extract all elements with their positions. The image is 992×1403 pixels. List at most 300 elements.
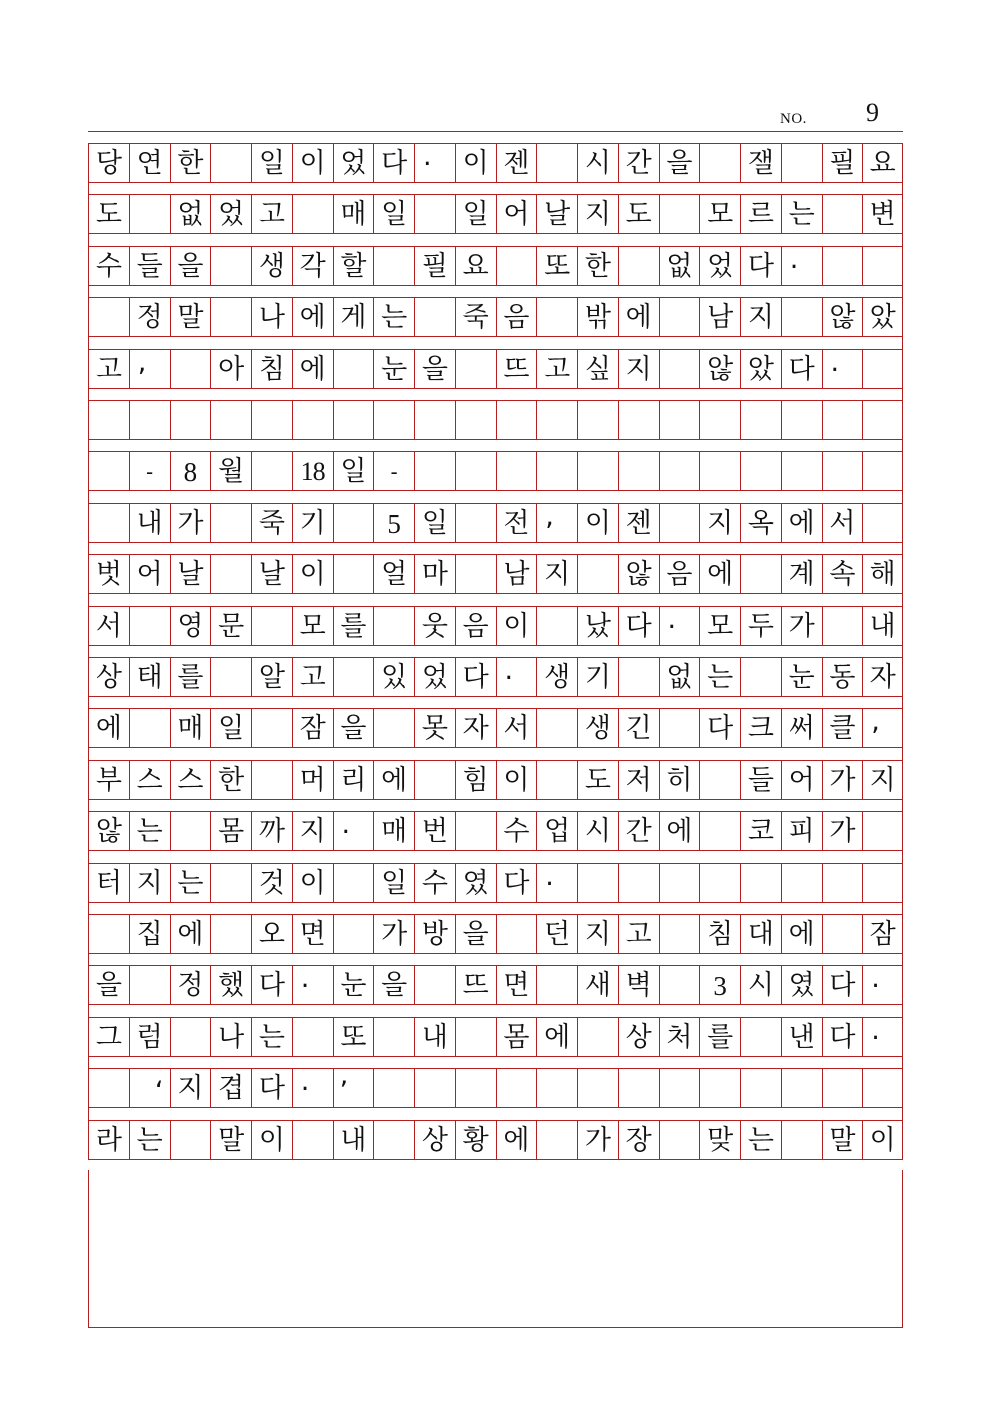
manuscript-cell: 지 <box>577 195 618 233</box>
manuscript-cell: 내 <box>414 1018 455 1056</box>
manuscript-cell: 문 <box>210 607 251 645</box>
manuscript-cell: 없 <box>170 195 211 233</box>
manuscript-cell: 가 <box>170 504 211 542</box>
manuscript-cell: 었 <box>210 195 251 233</box>
manuscript-cell: 지 <box>170 1069 211 1107</box>
manuscript-cell: 는 <box>129 1121 170 1159</box>
manuscript-cell: 속 <box>822 555 863 593</box>
manuscript-cell: 이 <box>455 144 496 182</box>
manuscript-cell <box>414 966 455 1004</box>
manuscript-cell: 않 <box>618 555 659 593</box>
manuscript-cell: 상 <box>88 658 129 696</box>
manuscript-cell: 음 <box>455 607 496 645</box>
manuscript-cell <box>251 607 292 645</box>
manuscript-cell: 벽 <box>618 966 659 1004</box>
manuscript-cell: 매 <box>170 709 211 747</box>
manuscript-cell: 남 <box>496 555 537 593</box>
manuscript-cell: 또 <box>333 1018 374 1056</box>
manuscript-cell: . <box>292 1069 333 1107</box>
manuscript-cell: 없 <box>659 658 700 696</box>
manuscript-cell: 각 <box>292 247 333 285</box>
manuscript-cell: 었 <box>414 658 455 696</box>
manuscript-cell <box>414 452 455 490</box>
row-spacer <box>88 1108 903 1119</box>
manuscript-cell: 는 <box>170 864 211 902</box>
manuscript-cell: 가 <box>822 761 863 799</box>
manuscript-cell <box>699 864 740 902</box>
manuscript-cell <box>781 864 822 902</box>
manuscript-cell <box>536 401 577 439</box>
manuscript-cell <box>659 452 700 490</box>
manuscript-cell: 필 <box>414 247 455 285</box>
manuscript-cell: 르 <box>740 195 781 233</box>
manuscript-cell: 모 <box>292 607 333 645</box>
manuscript-row <box>88 297 903 337</box>
manuscript-cell: 이 <box>862 1121 903 1159</box>
manuscript-cell: 새 <box>577 966 618 1004</box>
manuscript-cell: 기 <box>577 658 618 696</box>
manuscript-cell: 이 <box>496 607 537 645</box>
manuscript-cell: 힘 <box>455 761 496 799</box>
manuscript-cell: 요 <box>455 247 496 285</box>
manuscript-cell: 이 <box>577 504 618 542</box>
manuscript-cell: 에 <box>373 761 414 799</box>
manuscript-cell <box>659 915 700 953</box>
manuscript-cell: 에 <box>659 812 700 850</box>
manuscript-cell: 다 <box>781 350 822 388</box>
manuscript-cell: . <box>496 658 537 696</box>
manuscript-cell: 남 <box>699 298 740 336</box>
manuscript-cell: 스 <box>129 761 170 799</box>
manuscript-cell: 긴 <box>618 709 659 747</box>
manuscript-cell: 밖 <box>577 298 618 336</box>
manuscript-cell: 생 <box>251 247 292 285</box>
manuscript-cell: 매 <box>333 195 374 233</box>
manuscript-cell <box>88 915 129 953</box>
manuscript-cell: 뜨 <box>496 350 537 388</box>
manuscript-cell: 고 <box>618 915 659 953</box>
manuscript-cell <box>577 401 618 439</box>
manuscript-cell: 에 <box>699 555 740 593</box>
row-spacer <box>88 234 903 245</box>
manuscript-cell: 기 <box>292 504 333 542</box>
manuscript-row <box>88 451 903 491</box>
manuscript-cell: 그 <box>88 1018 129 1056</box>
manuscript-cell: 크 <box>740 709 781 747</box>
manuscript-cell <box>577 555 618 593</box>
manuscript-cell: 또 <box>536 247 577 285</box>
row-spacer <box>88 491 903 502</box>
manuscript-cell: 나 <box>251 298 292 336</box>
manuscript-cell: 를 <box>333 607 374 645</box>
manuscript-cell: 이 <box>292 144 333 182</box>
manuscript-cell <box>577 1018 618 1056</box>
manuscript-cell <box>740 658 781 696</box>
manuscript-cell: 수 <box>88 247 129 285</box>
manuscript-row <box>88 914 903 954</box>
manuscript-cell: 몸 <box>210 812 251 850</box>
manuscript-cell: 자 <box>455 709 496 747</box>
manuscript-cell <box>618 1069 659 1107</box>
manuscript-cell <box>822 195 863 233</box>
manuscript-cell: 계 <box>781 555 822 593</box>
manuscript-cell <box>659 1069 700 1107</box>
manuscript-cell: 연 <box>129 144 170 182</box>
manuscript-cell <box>822 864 863 902</box>
manuscript-cell <box>129 401 170 439</box>
manuscript-cell <box>251 452 292 490</box>
manuscript-cell <box>822 247 863 285</box>
manuscript-cell <box>129 966 170 1004</box>
manuscript-cell: 에 <box>292 298 333 336</box>
manuscript-cell: 뜨 <box>455 966 496 1004</box>
row-spacer <box>88 697 903 708</box>
manuscript-cell: 면 <box>496 966 537 1004</box>
manuscript-cell: 이 <box>292 555 333 593</box>
manuscript-cell: 을 <box>88 966 129 1004</box>
manuscript-cell <box>659 298 700 336</box>
manuscript-row <box>88 346 903 389</box>
manuscript-row <box>88 194 903 234</box>
manuscript-cell: 지 <box>699 504 740 542</box>
manuscript-cell: 정 <box>129 298 170 336</box>
manuscript-cell: 말 <box>170 298 211 336</box>
manuscript-cell <box>373 709 414 747</box>
manuscript-cell: 지 <box>577 915 618 953</box>
manuscript-cell: , <box>862 709 903 747</box>
manuscript-cell: 얼 <box>373 555 414 593</box>
manuscript-row <box>88 243 903 286</box>
manuscript-cell <box>414 195 455 233</box>
manuscript-cell: 간 <box>618 812 659 850</box>
manuscript-cell <box>618 864 659 902</box>
manuscript-cell <box>455 504 496 542</box>
manuscript-row <box>88 554 903 594</box>
manuscript-cell: 눈 <box>781 658 822 696</box>
manuscript-cell <box>781 1069 822 1107</box>
manuscript-cell <box>822 401 863 439</box>
manuscript-cell: 에 <box>781 915 822 953</box>
manuscript-cell <box>740 1069 781 1107</box>
manuscript-cell: 음 <box>659 555 700 593</box>
manuscript-cell <box>333 401 374 439</box>
manuscript-cell: 다 <box>699 709 740 747</box>
manuscript-cell <box>455 350 496 388</box>
manuscript-cell: 매 <box>373 812 414 850</box>
manuscript-cell: , <box>129 350 170 388</box>
manuscript-cell: 말 <box>210 1121 251 1159</box>
manuscript-cell <box>251 401 292 439</box>
manuscript-cell: . <box>414 144 455 182</box>
manuscript-cell: 수 <box>414 864 455 902</box>
manuscript-cell: 을 <box>373 966 414 1004</box>
manuscript-cell: 날 <box>536 195 577 233</box>
manuscript-cell: 이 <box>496 761 537 799</box>
manuscript-cell: 시 <box>577 144 618 182</box>
manuscript-cell <box>88 1069 129 1107</box>
manuscript-cell: 들 <box>740 761 781 799</box>
manuscript-cell <box>659 401 700 439</box>
manuscript-cell <box>129 709 170 747</box>
manuscript-cell: 요 <box>862 144 903 182</box>
manuscript-cell: 것 <box>251 864 292 902</box>
manuscript-cell: 이 <box>292 864 333 902</box>
manuscript-cell <box>618 247 659 285</box>
manuscript-cell <box>659 350 700 388</box>
manuscript-cell: 었 <box>699 247 740 285</box>
manuscript-cell: 였 <box>455 864 496 902</box>
manuscript-cell <box>781 401 822 439</box>
manuscript-cell: 고 <box>292 658 333 696</box>
manuscript-cell: 났 <box>577 607 618 645</box>
manuscript-cell: 피 <box>781 812 822 850</box>
manuscript-cell: 생 <box>536 658 577 696</box>
manuscript-cell <box>333 864 374 902</box>
manuscript-cell <box>781 144 822 182</box>
manuscript-cell: - <box>129 452 170 490</box>
manuscript-cell <box>455 452 496 490</box>
manuscript-cell: 를 <box>699 1018 740 1056</box>
manuscript-cell: 머 <box>292 761 333 799</box>
manuscript-cell <box>862 504 903 542</box>
manuscript-cell: 젠 <box>618 504 659 542</box>
manuscript-cell: 당 <box>88 144 129 182</box>
page-number: 9 <box>866 98 879 127</box>
manuscript-cell <box>862 350 903 388</box>
manuscript-cell: 없 <box>659 247 700 285</box>
manuscript-cell: 았 <box>740 350 781 388</box>
manuscript-cell: 클 <box>822 709 863 747</box>
manuscript-cell <box>210 864 251 902</box>
manuscript-cell: 에 <box>88 709 129 747</box>
manuscript-cell: 8 <box>170 452 211 490</box>
manuscript-cell: ’ <box>333 1069 374 1107</box>
manuscript-cell <box>740 864 781 902</box>
manuscript-cell: 을 <box>659 144 700 182</box>
manuscript-cell <box>210 504 251 542</box>
manuscript-cell: 전 <box>496 504 537 542</box>
row-spacer <box>88 440 903 451</box>
manuscript-cell <box>210 915 251 953</box>
manuscript-cell <box>170 1018 211 1056</box>
manuscript-cell: 리 <box>333 761 374 799</box>
manuscript-cell: 잠 <box>292 709 333 747</box>
manuscript-cell <box>577 1069 618 1107</box>
manuscript-row <box>88 500 903 543</box>
manuscript-cell: 에 <box>536 1018 577 1056</box>
manuscript-cell <box>88 452 129 490</box>
manuscript-cell: 일 <box>414 504 455 542</box>
manuscript-cell: 서 <box>822 504 863 542</box>
manuscript-cell: 지 <box>292 812 333 850</box>
manuscript-cell <box>88 298 129 336</box>
manuscript-cell: 동 <box>822 658 863 696</box>
manuscript-cell <box>822 1069 863 1107</box>
manuscript-cell: , <box>536 504 577 542</box>
manuscript-cell: 부 <box>88 761 129 799</box>
manuscript-cell: 한 <box>210 761 251 799</box>
manuscript-cell: 어 <box>129 555 170 593</box>
manuscript-cell: 에 <box>292 350 333 388</box>
manuscript-cell <box>170 812 211 850</box>
manuscript-cell: 에 <box>781 504 822 542</box>
manuscript-cell <box>373 247 414 285</box>
manuscript-cell: 황 <box>455 1121 496 1159</box>
manuscript-cell: 눈 <box>373 350 414 388</box>
manuscript-cell <box>862 247 903 285</box>
manuscript-cell <box>210 658 251 696</box>
manuscript-cell <box>251 709 292 747</box>
manuscript-cell: 내 <box>129 504 170 542</box>
manuscript-row <box>88 811 903 851</box>
manuscript-cell <box>414 298 455 336</box>
manuscript-cell <box>536 298 577 336</box>
manuscript-cell: 다 <box>822 1018 863 1056</box>
manuscript-cell: 을 <box>455 915 496 953</box>
manuscript-cell: 젠 <box>496 144 537 182</box>
manuscript-cell: 대 <box>740 915 781 953</box>
manuscript-cell: 서 <box>496 709 537 747</box>
manuscript-cell: 들 <box>129 247 170 285</box>
manuscript-cell: 한 <box>577 247 618 285</box>
manuscript-cell <box>373 401 414 439</box>
manuscript-cell <box>699 401 740 439</box>
manuscript-cell: 다 <box>373 144 414 182</box>
manuscript-cell: 못 <box>414 709 455 747</box>
manuscript-cell: 영 <box>170 607 211 645</box>
manuscript-cell: 을 <box>414 350 455 388</box>
manuscript-cell <box>822 915 863 953</box>
manuscript-cell: 번 <box>414 812 455 850</box>
manuscript-cell <box>536 1069 577 1107</box>
manuscript-cell: 까 <box>251 812 292 850</box>
manuscript-cell <box>373 1121 414 1159</box>
manuscript-cell: 자 <box>862 658 903 696</box>
manuscript-cell: 간 <box>618 144 659 182</box>
manuscript-cell <box>659 195 700 233</box>
manuscript-cell <box>536 966 577 1004</box>
manuscript-cell <box>822 452 863 490</box>
manuscript-cell <box>659 864 700 902</box>
manuscript-cell: 수 <box>496 812 537 850</box>
manuscript-cell <box>455 812 496 850</box>
manuscript-row <box>88 1068 903 1108</box>
manuscript-cell: 일 <box>251 144 292 182</box>
manuscript-cell: 두 <box>740 607 781 645</box>
manuscript-cell: 웃 <box>414 607 455 645</box>
manuscript-cell <box>333 350 374 388</box>
manuscript-cell: 모 <box>699 607 740 645</box>
manuscript-cell <box>699 452 740 490</box>
manuscript-cell: 는 <box>699 658 740 696</box>
manuscript-cell <box>414 401 455 439</box>
manuscript-cell: 잠 <box>862 915 903 953</box>
manuscript-cell: 않 <box>699 350 740 388</box>
manuscript-cell: . <box>781 247 822 285</box>
manuscript-cell: 가 <box>577 1121 618 1159</box>
manuscript-cell <box>862 864 903 902</box>
manuscript-cell <box>659 1121 700 1159</box>
manuscript-cell: 도 <box>618 195 659 233</box>
manuscript-row <box>88 760 903 800</box>
manuscript-cell <box>210 555 251 593</box>
manuscript-cell: 알 <box>251 658 292 696</box>
manuscript-cell <box>659 504 700 542</box>
manuscript-cell: 벗 <box>88 555 129 593</box>
manuscript-cell: . <box>536 864 577 902</box>
manuscript-cell: 에 <box>496 1121 537 1159</box>
manuscript-cell <box>251 761 292 799</box>
row-spacer <box>88 646 903 657</box>
manuscript-cell: . <box>862 966 903 1004</box>
manuscript-cell: 침 <box>699 915 740 953</box>
manuscript-cell: 날 <box>251 555 292 593</box>
manuscript-cell: 가 <box>822 812 863 850</box>
manuscript-cell: 5 <box>373 504 414 542</box>
manuscript-cell: 내 <box>333 1121 374 1159</box>
manuscript-cell: 였 <box>781 966 822 1004</box>
manuscript-cell: 다 <box>455 658 496 696</box>
manuscript-cell <box>210 401 251 439</box>
manuscript-cell <box>210 144 251 182</box>
manuscript-cell <box>170 1121 211 1159</box>
manuscript-cell <box>781 452 822 490</box>
row-spacer <box>88 903 903 914</box>
manuscript-cell <box>659 709 700 747</box>
manuscript-cell: 상 <box>414 1121 455 1159</box>
manuscript-row <box>88 965 903 1005</box>
manuscript-cell <box>536 709 577 747</box>
manuscript-cell: 내 <box>862 607 903 645</box>
manuscript-cell: 다 <box>618 607 659 645</box>
manuscript-cell <box>210 298 251 336</box>
manuscript-cell: - <box>373 452 414 490</box>
manuscript-cell <box>577 864 618 902</box>
manuscript-cell <box>577 452 618 490</box>
manuscript-cell: 날 <box>170 555 211 593</box>
manuscript-cell: 업 <box>536 812 577 850</box>
manuscript-cell: 고 <box>536 350 577 388</box>
manuscript-cell <box>170 350 211 388</box>
manuscript-cell: 해 <box>862 555 903 593</box>
manuscript-cell <box>414 761 455 799</box>
manuscript-cell <box>414 1069 455 1107</box>
manuscript-cell: 말 <box>822 1121 863 1159</box>
manuscript-cell: 지 <box>618 350 659 388</box>
manuscript-cell <box>822 607 863 645</box>
manuscript-cell <box>496 401 537 439</box>
row-spacer <box>88 1005 903 1016</box>
manuscript-cell: 는 <box>129 812 170 850</box>
manuscript-cell: 지 <box>129 864 170 902</box>
manuscript-cell <box>333 915 374 953</box>
manuscript-cell <box>170 401 211 439</box>
manuscript-cell: 는 <box>781 195 822 233</box>
manuscript-cell: 3 <box>699 966 740 1004</box>
manuscript-cell <box>333 504 374 542</box>
manuscript-cell: 겹 <box>210 1069 251 1107</box>
manuscript-cell: 18 <box>292 452 333 490</box>
manuscript-cell: 잴 <box>740 144 781 182</box>
manuscript-cell: . <box>333 812 374 850</box>
manuscript-cell: 는 <box>740 1121 781 1159</box>
manuscript-cell: 죽 <box>251 504 292 542</box>
manuscript-cell: 히 <box>659 761 700 799</box>
manuscript-cell <box>373 607 414 645</box>
manuscript-cell: 눈 <box>333 966 374 1004</box>
row-spacer <box>88 1057 903 1068</box>
manuscript-cell <box>536 761 577 799</box>
